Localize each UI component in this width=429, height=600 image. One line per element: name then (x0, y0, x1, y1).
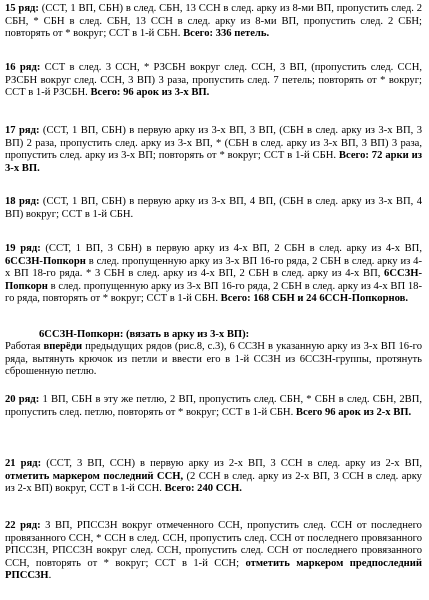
row-17-label: 17 ряд: (5, 125, 40, 136)
row-16-paragraph (5, 62, 422, 100)
popcorn-front: вперёди (43, 341, 83, 352)
row-17-paragraph (5, 125, 422, 175)
row-15-text: (ССТ, 1 ВП, СБН) в след. СБН, 13 ССН в след. арку из 8-ми ВП, пропустить след. 2 СБН, * СБН в след. СБН, 13 ССН в след. арку из 8-ми ВП, пропустить след. 2 СБН; повторять от * вокруг; ССТ в 1-й СБН. (5, 3, 422, 40)
row-22-paragraph (5, 520, 422, 583)
row-17-text: (ССТ, 1 ВП, СБН) в первую арку из 3-х ВП, 3 ВП, (СБН в след. арку из 3-х ВП, 3 ВП) 2 раза, пропустить след. арку из 3-х ВП, * (СБН в след. арку из 3-х ВП, 3 ВП) 3 раза, пропустить след. арку из 3-х ВП; повторять от * вокруг; ССТ в 1-й СБН. (5, 125, 422, 162)
row-19-popcorn-2: 6ССЗН-Попкорн (5, 268, 422, 292)
row-22-text-1: 3 ВП, РПСС3Н вокруг отмеченного ССН, пропустить след. ССН от последнего провязанного ССН, * ССН в след. ССН, пропустить след. ССН от последнего провязанного РПСС3Н, РПСС3Н вокруг след. ССН, пропустить след. ССН от последнего провязанного ССН, повторять от * вокруг; ССТ в 1-й ССН; (5, 520, 422, 569)
row-16-total: Всего: 96 арок из 3-х ВП. (90, 87, 210, 99)
row-20-label: 20 ряд: (5, 394, 40, 405)
row-21-marker: отметить маркером последний ССН, (5, 470, 184, 482)
row-20-total: Всего 96 арок из 2-х ВП. (295, 406, 412, 418)
row-19-popcorn-1: 6ССЗН-Попкорн (5, 255, 86, 267)
row-18-paragraph (5, 196, 422, 221)
row-15-label: 15 ряд: (5, 3, 39, 14)
row-21-paragraph (5, 458, 422, 496)
row-18-text: (ССТ, 1 ВП, СБН) в первую арку из 3-х ВП, 4 ВП, (СБН в след. арку из 3-х ВП, 4 ВП) вокруг; ССТ в 1-й СБН. (5, 196, 422, 220)
row-22-marker: отметить маркером предпоследний РПСС3Н (5, 557, 422, 582)
row-21-label: 21 ряд: (5, 458, 42, 469)
row-22-label: 22 ряд: (5, 520, 41, 531)
row-17-total: Всего: 72 арки из 3-х ВП. (5, 150, 422, 174)
row-19-text-1: (ССТ, 1 ВП, 3 СБН) в первую арку из 4-х ВП, 2 СБН в след. арку из 4-х ВП, (40, 243, 422, 254)
row-16-label: 16 ряд: (5, 62, 41, 73)
row-22-text-2: . (48, 570, 52, 582)
row-19-text-2: в след. пропущенную арку из 3-х ВП 16-го ряда, 2 СБН в след. арку из 4-х ВП 18-го ряда. * 3 СБН в след. арку из 4-х ВП, 2 СБН в след. арку из 4-х ВП, (5, 255, 422, 280)
row-19-text-3: в след. пропущенную арку из 3-х ВП 16-го ряда, 2 СБН в след. арку из 4-х ВП 18-го ряда, повторять от * вокруг; ССТ в 1-й СБН. (5, 280, 422, 305)
popcorn-heading (5, 329, 422, 342)
popcorn-instructions (5, 341, 422, 379)
row-19-paragraph (5, 243, 422, 306)
row-20-paragraph (5, 394, 422, 419)
row-18-label: 18 ряд: (5, 196, 40, 207)
row-20-text: 1 ВП, СБН в эту же петлю, 2 ВП, пропустить след. СБН, * СБН в след. СБН, 2ВП, пропустить след. петлю, повторять от * вокруг; ССТ в 1-й СБН. (5, 394, 422, 418)
row-19-label: 19 ряд: (5, 243, 41, 254)
popcorn-text-1: Работая (5, 341, 44, 352)
row-15-paragraph (5, 3, 422, 41)
row-21-total: Всего: 240 ССН. (164, 483, 242, 495)
popcorn-title: 6ССЗН-Попкорн: (вязать в арку из 3-х ВП): (39, 329, 250, 340)
row-16-text: ССТ в след. 3 ССН, * РЗСБН вокруг след. ССН, 3 ВП, (пропустить след. ССН, РЗСБН вокруг след. ССН, 3 ВП) 3 раза, пропустить след. 7 петель; повторять от * вокруг; ССТ в 1-й РЗСБН. (5, 62, 422, 99)
row-15-total: Всего: 336 петель. (183, 28, 270, 40)
row-21-text-1: (ССТ, 3 ВП, ССН) в первую арку из 2-х ВП, 3 ССН в след. арку из 2-х ВП, (41, 458, 422, 469)
popcorn-text-2: предыдущих рядов (рис.8, с.3), 6 ССЗН в указанную арку из 3-х ВП 16-го ряда, вытянуть крючок из петли и ввести его в 1-й ССЗН из 6ССЗН-группы, протянуть сброшенную петлю. (5, 341, 422, 378)
row-21-text-2: (2 ССН в след. арку из 2-х ВП, 3 ССН в след. арку из 2-х ВП) вокруг, ССТ в 1-й ССН. (5, 470, 422, 495)
row-19-total: Всего: 168 СБН и 24 6ССН-Попкорнов. (220, 293, 409, 305)
